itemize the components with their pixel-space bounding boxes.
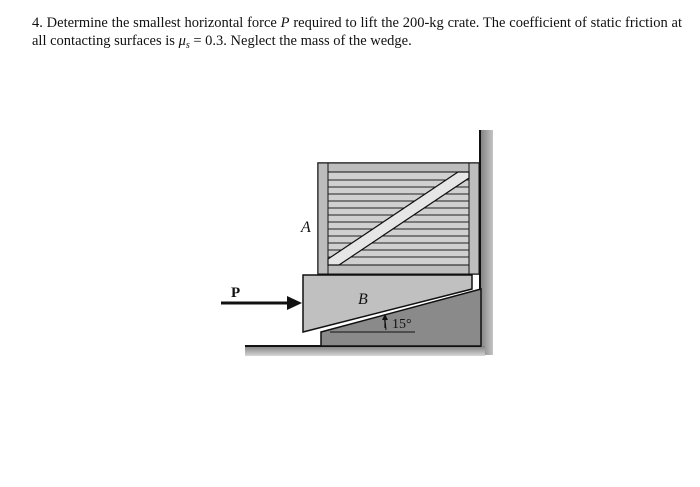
- wall: [480, 130, 493, 355]
- problem-text-part1: Determine the smallest horizontal force: [46, 15, 277, 31]
- crate-a: [318, 163, 479, 274]
- force-label: P: [231, 285, 241, 301]
- wedge-label: B: [358, 291, 368, 308]
- problem-text-part2: required to lift the 200-kg crate. The coefficient of static friction at all contacting surfaces is: [32, 15, 682, 49]
- problem-number: 4.: [32, 15, 43, 31]
- angle-label: 15°: [392, 317, 412, 332]
- floor: [245, 346, 485, 356]
- problem-text-part3: = 0.3. Neglect the mass of the wedge.: [193, 33, 412, 49]
- mu-symbol: μ: [178, 33, 186, 49]
- force-symbol: P: [280, 15, 290, 31]
- crate-label: A: [301, 219, 311, 236]
- mu-subscript: s: [185, 40, 190, 51]
